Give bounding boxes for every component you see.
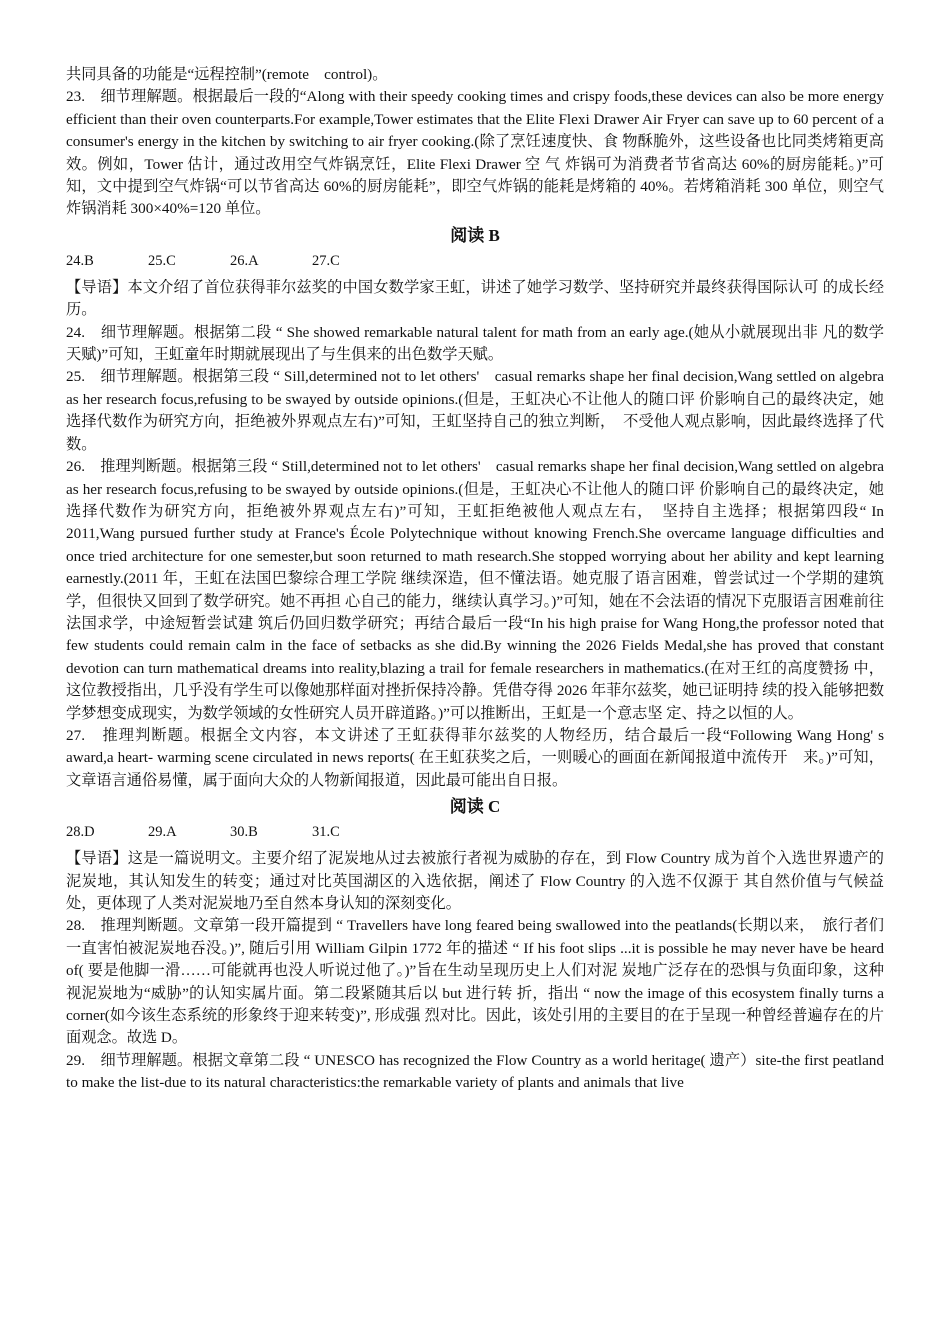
paragraph-q24: 24. 细节理解题。根据第二段 “ She showed remarkable natural talent for math from an early age.(她从小就展现出非 凡的数学天赋)”可知，王虹童年时期就展现出了与生俱来的出色数学天赋。	[66, 323, 884, 364]
paragraph-q26: 26. 推理判断题。根据第三段 “ Still,determined not to let others' casual remarks shape her final decision,Wang settled on algebra as her research focus,refusing to be swayed by outside opinions.(但是，王虹决心不让他人的随口评 价影响自己的最终决定，她选择代数作为研究方向，拒绝被外界观点左右)”可知，王虹拒绝被他人观点左右， 坚持自主选择；根据第四段“ In 2011,Wang pursued further study at France's École Polytechnique without knowing French.She overcame language difficulties and once tried architecture for one semester,but soon returned to math research.She stopped worrying about her ability and kept learning earnestly.(2011 年，王虹在法国巴黎综合理工学院 继续深造，但不懂法语。她克服了语言困难，曾尝试过一个学期的建筑学，但很快又回到了数学研究。她不再担 心自己的能力，继续认真学习。)”可知，她在不会法语的情况下克服语言困难前往法国求学，中途短暂尝试建 筑后仍回归数学研究；再结合最后一段“In his high praise for Wang Hong,the professor noted that few students could remain calm in the face of setbacks as she did.By winning the 2026 Fields Medal,she has proved that constant devotion can turn mathematical dreams into reality,blazing a trail for female researchers in mathematics.(在对王红的高度赞扬 中，这位教授指出，几乎没有学生可以像她那样面对挫折保持冷静。凭借夺得 2026 年菲尔兹奖，她已证明持 续的投入能够把数学梦想变成现实，为数学领域的女性研究人员开辟道路。)”可以推断出，王虹是一个意志坚 定、持之以恒的人。	[66, 458, 884, 722]
paragraph-q28: 28. 推理判断题。文章第一段开篇提到 “ Travellers have long feared being swallowed into the peatlands(长期以来， 旅行者们一直害怕被泥炭地吞没。)”, 随后引用 William Gilpin 1772 年的描述 “ If his foot slips ...it is possible he may never have be heard of( 要是他脚一滑……可能就再也没人听说过他了。)”旨在生动呈现历史上人们对泥 炭地广泛存在的恐惧与负面印象，这种视泥炭地为“威胁”的认知实属片面。第二段紧随其后以 but 进行转 折，指出 “ now the image of this ecosystem finally turns a corner(如今该生态系统的形象终于迎来转变)”, 形成强 烈对比。因此，该处引用的主要目的在于呈现一种曾经普遍存在的片面观念。故选 D。	[66, 917, 884, 1047]
answer-31: 31.C	[312, 824, 340, 841]
paragraph-remote-control: 共同具备的功能是“远程控制”(remote control)。	[66, 66, 388, 83]
paragraph-intro-b: 【导语】本文介绍了首位获得菲尔兹奖的中国女数学家王虹，讲述了她学习数学、坚持研究并最终获得国际认可 的成长经历。	[66, 278, 884, 319]
paragraph-intro-c: 【导语】这是一篇说明文。主要介绍了泥炭地从过去被旅行者视为威胁的存在，到 Flow Country 成为首个入选世界遗产的泥炭地，其认知发生的转变；通过对比英国湖区的入选依据，阐述了 Flow Country 的入选不仅源于 其自然价值与气候益处，更体现了人类对泥炭地乃至自然本身认知的深刻变化。	[66, 850, 884, 912]
answer-key-b	[66, 249, 884, 273]
answer-28: 28.D	[66, 824, 95, 841]
answer-24: 24.B	[66, 252, 94, 269]
paragraph-q29: 29. 细节理解题。根据文章第二段 “ UNESCO has recognized the Flow Country as a world heritage( 遗产）site-the first peatland to make the list-due to its natural characteristics:the remarkable variety of plants and animals that live	[66, 1051, 884, 1092]
paragraph-q25: 25. 细节理解题。根据第三段 “ Sill,determined not to let others' casual remarks shape her final decision,Wang settled on algebra as her research focus,refusing to be swayed by outside opinions.(但是，王虹决心不让他人的随口评 价影响自己的最终决定，她选择代数作为研究方向，拒绝被外界观点左右)”可知，王虹坚持自己的独立判断， 不受他人观点影响，因此最终选择了代数。	[66, 368, 884, 453]
answer-26: 26.A	[230, 252, 259, 269]
answer-27: 27.C	[312, 252, 340, 269]
answer-key-c	[66, 820, 884, 844]
paragraph-q27: 27. 推理判断题。根据全文内容，本文讲述了王虹获得菲尔兹奖的人物经历，结合最后一段“Following Wang Hong' s award,a heart- warming scene circulated in news reports( 在王虹获奖之后，一则暖心的画面在新闻报道中流传开 来。)”可知，文章语言通俗易懂，属于面向大众的人物新闻报道，因此最可能出自日报。	[66, 726, 884, 789]
section-heading-c: 阅读 C	[449, 797, 501, 817]
section-heading-b: 阅读 B	[450, 225, 500, 245]
answer-25: 25.C	[148, 252, 176, 269]
paragraph-q23: 23. 细节理解题。根据最后一段的“Along with their speedy cooking times and crispy foods,these devices can also be more energy efficient than their oven counterparts.For example,Tower estimates that the Elite Flexi Drawer Air Fryer can save up to 60 percent of a consumer's energy in the kitchen by switching to air fryer cooking.(除了烹饪速度快、食 物酥脆外，这些设备也比同类烤箱更高效。例如，Tower 估计，通过改用空气炸锅烹饪，Elite Flexi Drawer 空 气 炸锅可为消费者节省高达 60%的厨房能耗。)”可知，文中提到空气炸锅“可以节省高达 60%的厨房能耗”，即空气炸锅的能耗是烤箱的 40%。若烤箱消耗 300 单位，则空气炸锅消耗 300×40%=120 单位。	[66, 88, 884, 218]
document-body	[66, 64, 884, 1095]
answer-29: 29.A	[148, 824, 177, 841]
answer-30: 30.B	[230, 824, 258, 841]
